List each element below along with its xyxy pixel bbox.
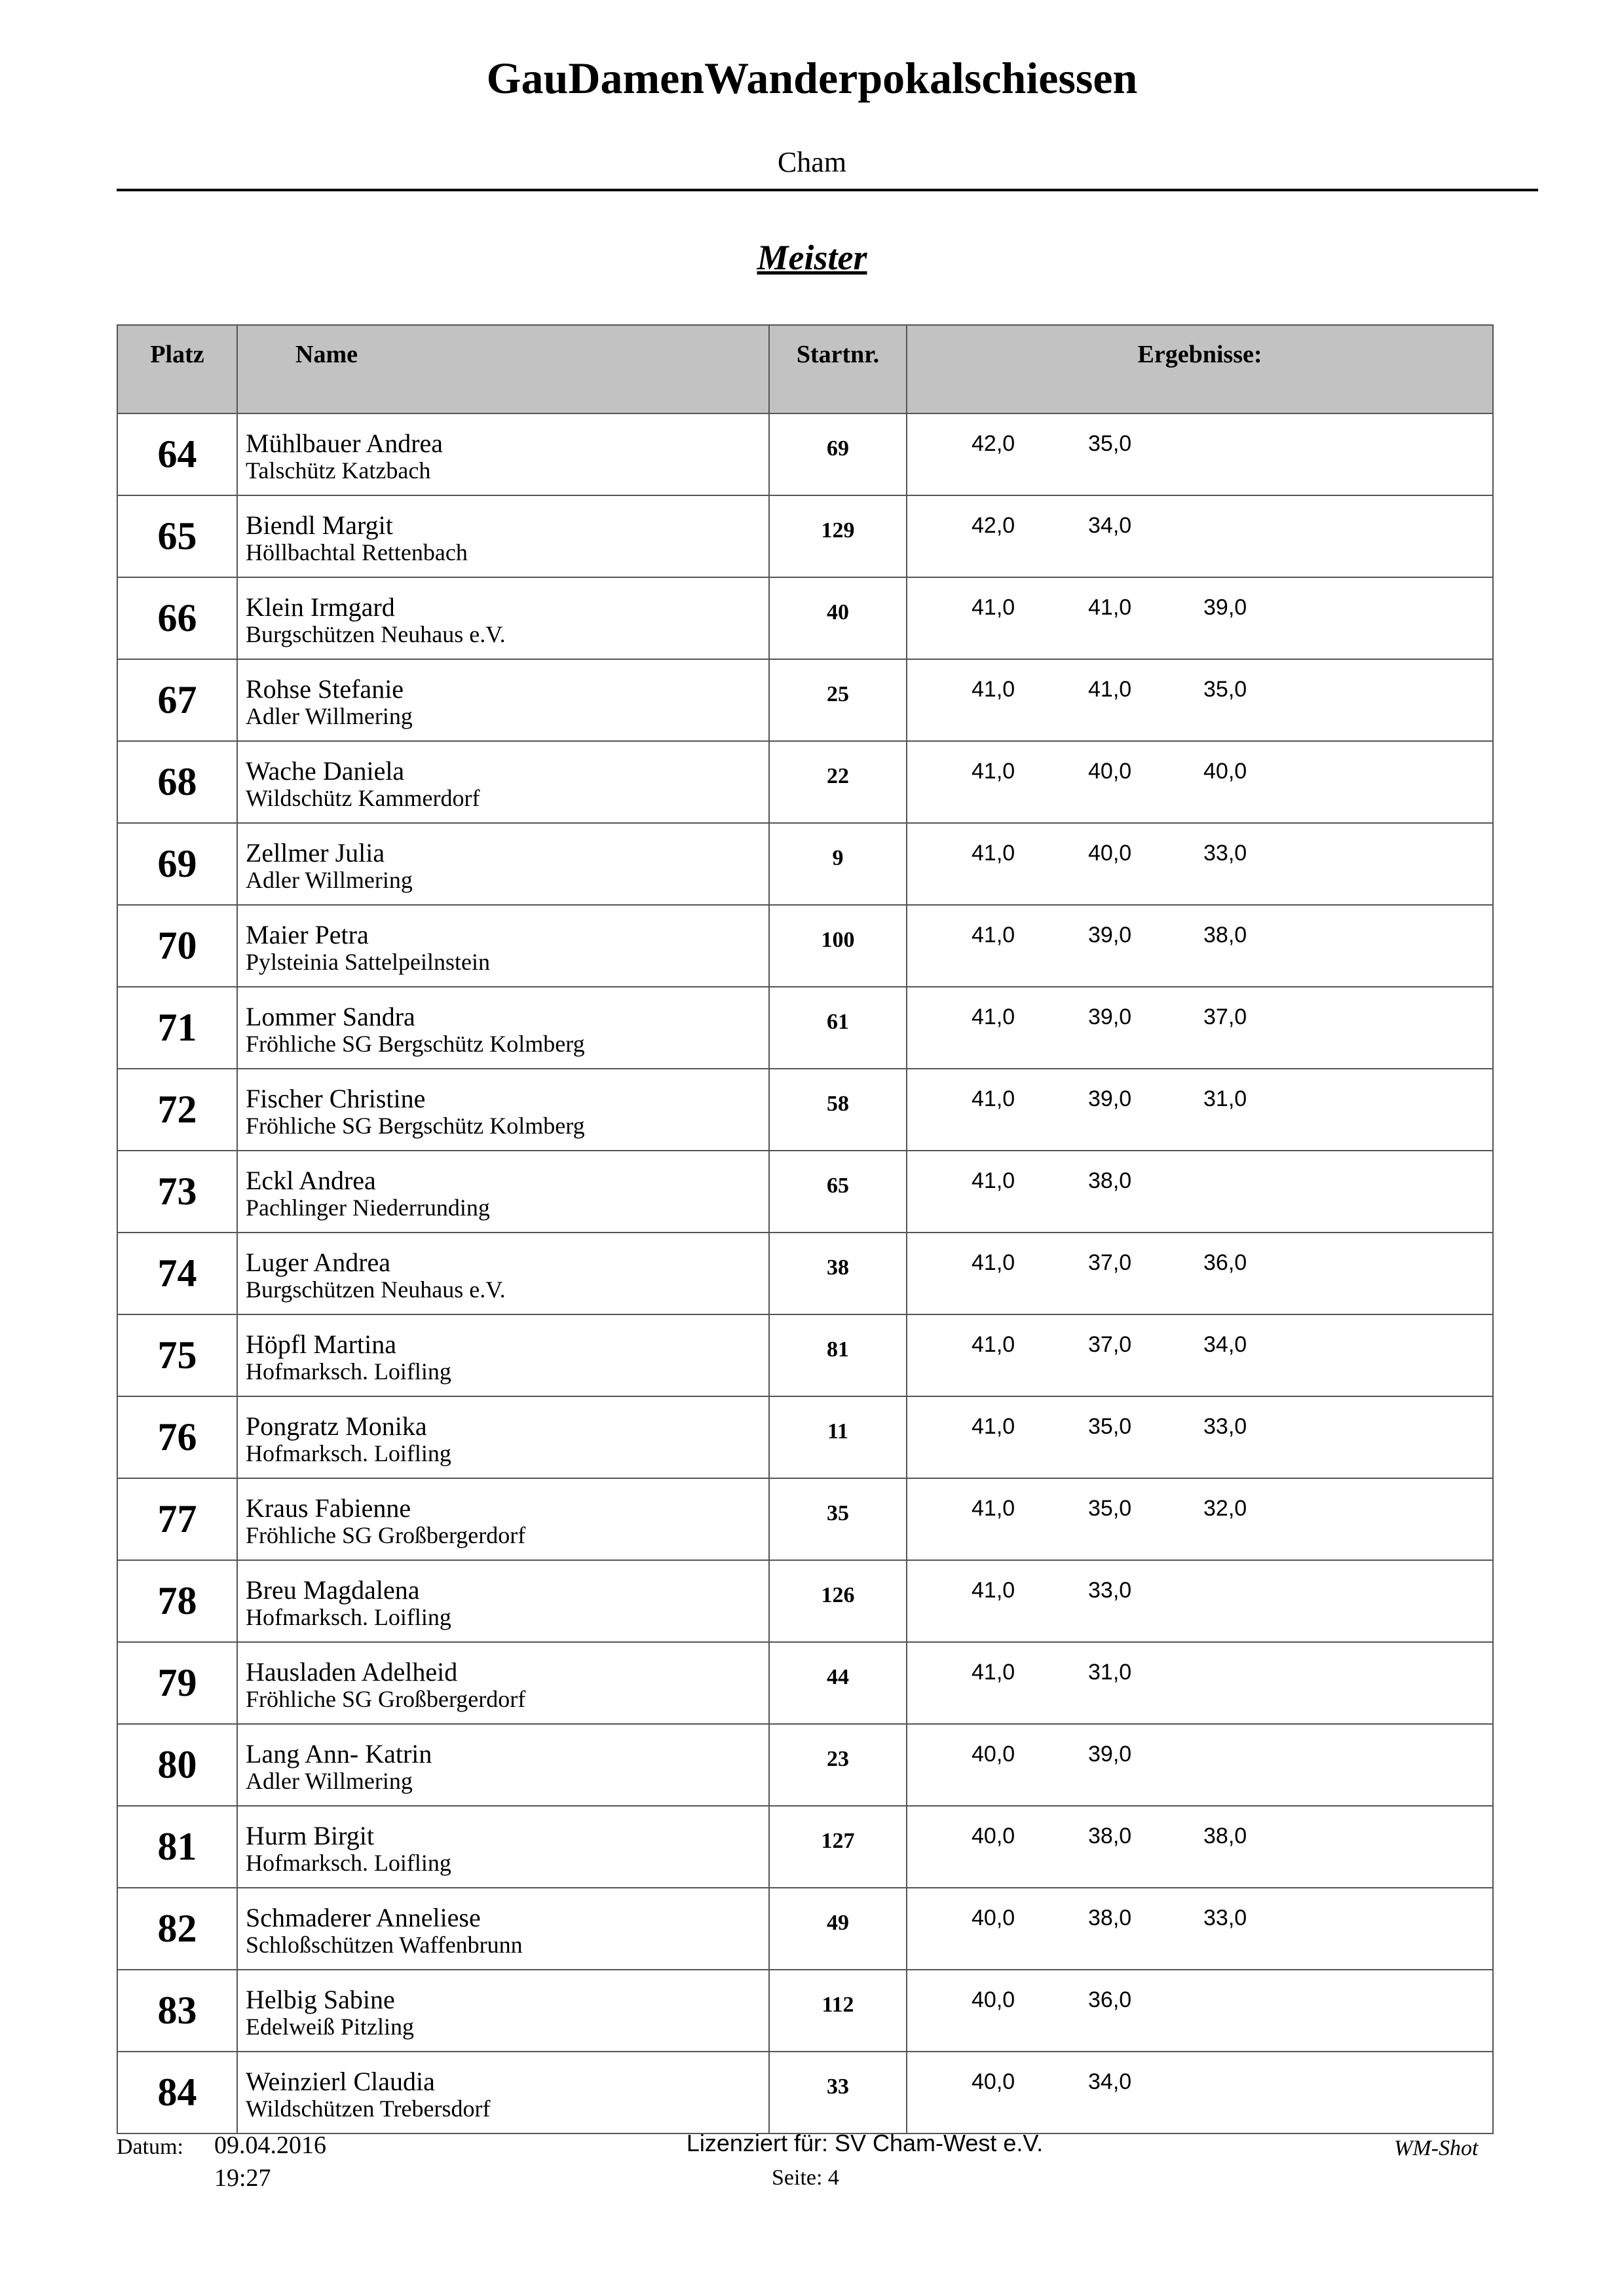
start-number-cell: 49 — [769, 1888, 907, 1970]
column-header-startnr: Startnr. — [769, 325, 907, 413]
rank-cell: 72 — [117, 1069, 237, 1151]
table-row — [117, 1970, 1493, 2052]
column-header-name: Name — [237, 325, 769, 413]
table-row — [117, 2052, 1493, 2133]
result-value: 40,0 — [1088, 841, 1132, 866]
shooter-name: Eckl Andrea — [246, 1166, 376, 1195]
start-number-cell: 33 — [769, 2052, 907, 2133]
club-name: Fröhliche SG Großbergerdorf — [246, 1686, 526, 1712]
start-number-cell: 100 — [769, 905, 907, 987]
table-row — [117, 577, 1493, 659]
header-divider — [117, 189, 1538, 191]
results-cell — [907, 1888, 1493, 1970]
rank-cell: 84 — [117, 2052, 237, 2133]
footer-date: 09.04.2016 — [214, 2132, 326, 2159]
club-name: Fröhliche SG Bergschütz Kolmberg — [246, 1031, 585, 1057]
table-row — [117, 1233, 1493, 1314]
result-value: 34,0 — [1088, 513, 1132, 538]
table-row — [117, 1888, 1493, 1970]
result-value: 39,0 — [1088, 1086, 1132, 1111]
results-cell — [907, 1233, 1493, 1314]
table-row — [117, 1151, 1493, 1233]
result-value: 38,0 — [1088, 1824, 1132, 1848]
column-header-ergebnisse: Ergebnisse: — [907, 325, 1493, 413]
table-row — [117, 1478, 1493, 1560]
results-cell — [907, 1642, 1493, 1724]
result-value: 41,0 — [972, 1414, 1015, 1439]
footer-date-label: Datum: — [117, 2135, 183, 2159]
shooter-name: Maier Petra — [246, 920, 369, 949]
results-cell — [907, 823, 1493, 905]
results-cell — [907, 495, 1493, 577]
name-cell — [237, 413, 769, 495]
shooter-name: Hurm Birgit — [246, 1821, 374, 1850]
results-cell — [907, 659, 1493, 741]
results-cell — [907, 1151, 1493, 1233]
start-number-cell: 126 — [769, 1560, 907, 1642]
result-value: 31,0 — [1088, 1660, 1132, 1685]
name-cell — [237, 1396, 769, 1478]
rank-cell: 75 — [117, 1314, 237, 1396]
start-number-cell: 40 — [769, 577, 907, 659]
result-value: 33,0 — [1203, 841, 1247, 866]
start-number-cell: 23 — [769, 1724, 907, 1806]
start-number-cell: 35 — [769, 1478, 907, 1560]
club-name: Fröhliche SG Bergschütz Kolmberg — [246, 1113, 585, 1139]
result-value: 38,0 — [1088, 1905, 1132, 1930]
result-value: 33,0 — [1088, 1578, 1132, 1603]
table-row — [117, 1314, 1493, 1396]
name-cell — [237, 1642, 769, 1724]
footer-license: Lizenziert für: SV Cham-West e.V. — [686, 2130, 1044, 2156]
table-row — [117, 823, 1493, 905]
table-row — [117, 1724, 1493, 1806]
result-value: 37,0 — [1203, 1004, 1247, 1029]
start-number-cell: 61 — [769, 987, 907, 1069]
name-cell — [237, 659, 769, 741]
club-name: Höllbachtal Rettenbach — [246, 539, 468, 565]
table-row — [117, 1642, 1493, 1724]
result-value: 38,0 — [1203, 923, 1247, 947]
table-row — [117, 1396, 1493, 1478]
result-value: 41,0 — [972, 595, 1015, 620]
start-number-cell: 129 — [769, 495, 907, 577]
name-cell — [237, 1314, 769, 1396]
result-value: 41,0 — [972, 1168, 1015, 1193]
result-value: 39,0 — [1088, 1004, 1132, 1029]
table-row — [117, 659, 1493, 741]
result-value: 40,0 — [972, 1987, 1015, 2012]
name-cell — [237, 987, 769, 1069]
results-cell — [907, 2052, 1493, 2133]
shooter-name: Pongratz Monika — [246, 1411, 427, 1441]
result-value: 37,0 — [1088, 1332, 1132, 1357]
result-value: 40,0 — [972, 1905, 1015, 1930]
shooter-name: Lang Ann- Katrin — [246, 1739, 432, 1769]
club-name: Talschütz Katzbach — [246, 457, 431, 484]
rank-cell: 83 — [117, 1970, 237, 2052]
start-number-cell: 58 — [769, 1069, 907, 1151]
results-cell — [907, 1069, 1493, 1151]
column-header-platz: Platz — [117, 325, 237, 413]
rank-cell: 68 — [117, 741, 237, 823]
table-row — [117, 1806, 1493, 1888]
result-value: 34,0 — [1088, 2069, 1132, 2094]
start-number-cell: 65 — [769, 1151, 907, 1233]
start-number-cell: 81 — [769, 1314, 907, 1396]
club-name: Burgschützen Neuhaus e.V. — [246, 1276, 506, 1303]
result-value: 41,0 — [972, 1250, 1015, 1275]
start-number-cell: 38 — [769, 1233, 907, 1314]
shooter-name: Luger Andrea — [246, 1248, 391, 1277]
table-header-row — [117, 325, 1493, 413]
club-name: Edelweiß Pitzling — [246, 2014, 414, 2040]
start-number-cell: 44 — [769, 1642, 907, 1724]
rank-cell: 77 — [117, 1478, 237, 1560]
results-cell — [907, 1396, 1493, 1478]
footer-page-number: Seite: 4 — [772, 2166, 839, 2190]
result-value: 33,0 — [1203, 1414, 1247, 1439]
result-value: 31,0 — [1203, 1086, 1247, 1111]
result-value: 41,0 — [972, 677, 1015, 702]
shooter-name: Kraus Fabienne — [246, 1493, 411, 1523]
result-value: 42,0 — [972, 431, 1015, 456]
name-cell — [237, 1806, 769, 1888]
results-cell — [907, 905, 1493, 987]
shooter-name: Biendl Margit — [246, 510, 393, 540]
result-value: 40,0 — [1203, 759, 1247, 784]
name-cell — [237, 823, 769, 905]
club-name: Hofmarksch. Loifling — [246, 1358, 451, 1385]
start-number-cell: 69 — [769, 413, 907, 495]
shooter-name: Hausladen Adelheid — [246, 1657, 458, 1687]
results-cell — [907, 1724, 1493, 1806]
result-value: 35,0 — [1088, 1496, 1132, 1521]
result-value: 40,0 — [972, 1742, 1015, 1767]
result-value: 34,0 — [1203, 1332, 1247, 1357]
page-title: GauDamenWanderpokalschiessen — [486, 53, 1138, 103]
rank-cell: 74 — [117, 1233, 237, 1314]
result-value: 41,0 — [972, 1496, 1015, 1521]
result-value: 41,0 — [972, 1086, 1015, 1111]
results-cell — [907, 1478, 1493, 1560]
result-value: 39,0 — [1088, 923, 1132, 947]
club-name: Hofmarksch. Loifling — [246, 1440, 451, 1466]
result-value: 40,0 — [972, 2069, 1015, 2094]
results-cell — [907, 1970, 1493, 2052]
shooter-name: Schmaderer Anneliese — [246, 1903, 481, 1932]
result-value: 38,0 — [1088, 1168, 1132, 1193]
rank-cell: 78 — [117, 1560, 237, 1642]
rank-cell: 79 — [117, 1642, 237, 1724]
result-value: 33,0 — [1203, 1905, 1247, 1930]
rank-cell: 69 — [117, 823, 237, 905]
rank-cell: 81 — [117, 1806, 237, 1888]
result-value: 39,0 — [1088, 1742, 1132, 1767]
results-cell — [907, 1560, 1493, 1642]
result-value: 39,0 — [1203, 595, 1247, 620]
table-row — [117, 1560, 1493, 1642]
result-value: 38,0 — [1203, 1824, 1247, 1848]
club-name: Schloßschützen Waffenbrunn — [246, 1932, 523, 1958]
results-table — [117, 324, 1494, 2134]
club-name: Adler Willmering — [246, 703, 413, 729]
rank-cell: 80 — [117, 1724, 237, 1806]
name-cell — [237, 1478, 769, 1560]
result-value: 41,0 — [972, 1332, 1015, 1357]
result-value: 35,0 — [1088, 1414, 1132, 1439]
name-cell — [237, 1069, 769, 1151]
result-value: 41,0 — [972, 841, 1015, 866]
club-name: Burgschützen Neuhaus e.V. — [246, 621, 506, 647]
results-cell — [907, 577, 1493, 659]
start-number-cell: 127 — [769, 1806, 907, 1888]
table-row — [117, 987, 1493, 1069]
start-number-cell: 25 — [769, 659, 907, 741]
name-cell — [237, 2052, 769, 2133]
result-value: 41,0 — [972, 759, 1015, 784]
table-row — [117, 1069, 1493, 1151]
shooter-name: Rohse Stefanie — [246, 674, 404, 704]
shooter-name: Lommer Sandra — [246, 1002, 415, 1031]
results-cell — [907, 987, 1493, 1069]
start-number-cell: 9 — [769, 823, 907, 905]
shooter-name: Höpfl Martina — [246, 1330, 396, 1359]
result-value: 41,0 — [1088, 677, 1132, 702]
table-row — [117, 495, 1493, 577]
page-subtitle: Cham — [777, 146, 847, 178]
shooter-name: Wache Daniela — [246, 756, 405, 786]
result-value: 32,0 — [1203, 1496, 1247, 1521]
name-cell — [237, 1888, 769, 1970]
shooter-name: Breu Magdalena — [246, 1575, 420, 1605]
footer-time: 19:27 — [214, 2164, 271, 2192]
club-name: Pylsteinia Sattelpeilnstein — [246, 949, 490, 975]
result-value: 41,0 — [972, 1660, 1015, 1685]
rank-cell: 64 — [117, 413, 237, 495]
shooter-name: Weinzierl Claudia — [246, 2067, 435, 2096]
rank-cell: 67 — [117, 659, 237, 741]
result-value: 35,0 — [1203, 677, 1247, 702]
shooter-name: Klein Irmgard — [246, 592, 395, 622]
result-value: 41,0 — [1088, 595, 1132, 620]
club-name: Fröhliche SG Großbergerdorf — [246, 1522, 526, 1548]
name-cell — [237, 577, 769, 659]
club-name: Wildschützen Trebersdorf — [246, 2095, 491, 2122]
shooter-name: Zellmer Julia — [246, 838, 385, 868]
result-value: 35,0 — [1088, 431, 1132, 456]
rank-cell: 70 — [117, 905, 237, 987]
result-value: 36,0 — [1203, 1250, 1247, 1275]
start-number-cell: 22 — [769, 741, 907, 823]
result-value: 40,0 — [1088, 759, 1132, 784]
result-value: 42,0 — [972, 513, 1015, 538]
footer-brand: WM-Shot — [1394, 2136, 1479, 2160]
results-cell — [907, 1314, 1493, 1396]
table-row — [117, 905, 1493, 987]
club-name: Adler Willmering — [246, 867, 413, 893]
table-row — [117, 413, 1493, 495]
name-cell — [237, 905, 769, 987]
shooter-name: Mühlbauer Andrea — [246, 429, 444, 458]
results-cell — [907, 413, 1493, 495]
club-name: Pachlinger Niederrunding — [246, 1195, 490, 1221]
table-row — [117, 741, 1493, 823]
rank-cell: 82 — [117, 1888, 237, 1970]
club-name: Wildschütz Kammerdorf — [246, 785, 480, 811]
name-cell — [237, 1233, 769, 1314]
rank-cell: 65 — [117, 495, 237, 577]
rank-cell: 76 — [117, 1396, 237, 1478]
name-cell — [237, 1724, 769, 1806]
name-cell — [237, 1970, 769, 2052]
name-cell — [237, 1151, 769, 1233]
result-value: 41,0 — [972, 1004, 1015, 1029]
rank-cell: 66 — [117, 577, 237, 659]
rank-cell: 73 — [117, 1151, 237, 1233]
club-name: Hofmarksch. Loifling — [246, 1850, 451, 1876]
rank-cell: 71 — [117, 987, 237, 1069]
name-cell — [237, 741, 769, 823]
result-value: 40,0 — [972, 1824, 1015, 1848]
result-value: 37,0 — [1088, 1250, 1132, 1275]
results-cell — [907, 741, 1493, 823]
shooter-name: Helbig Sabine — [246, 1985, 395, 2014]
name-cell — [237, 1560, 769, 1642]
shooter-name: Fischer Christine — [246, 1084, 426, 1113]
club-name: Hofmarksch. Loifling — [246, 1604, 451, 1630]
name-cell — [237, 495, 769, 577]
section-heading: Meister — [757, 238, 867, 277]
start-number-cell: 11 — [769, 1396, 907, 1478]
result-value: 41,0 — [972, 1578, 1015, 1603]
result-value: 41,0 — [972, 923, 1015, 947]
result-value: 36,0 — [1088, 1987, 1132, 2012]
club-name: Adler Willmering — [246, 1768, 413, 1794]
results-cell — [907, 1806, 1493, 1888]
start-number-cell: 112 — [769, 1970, 907, 2052]
